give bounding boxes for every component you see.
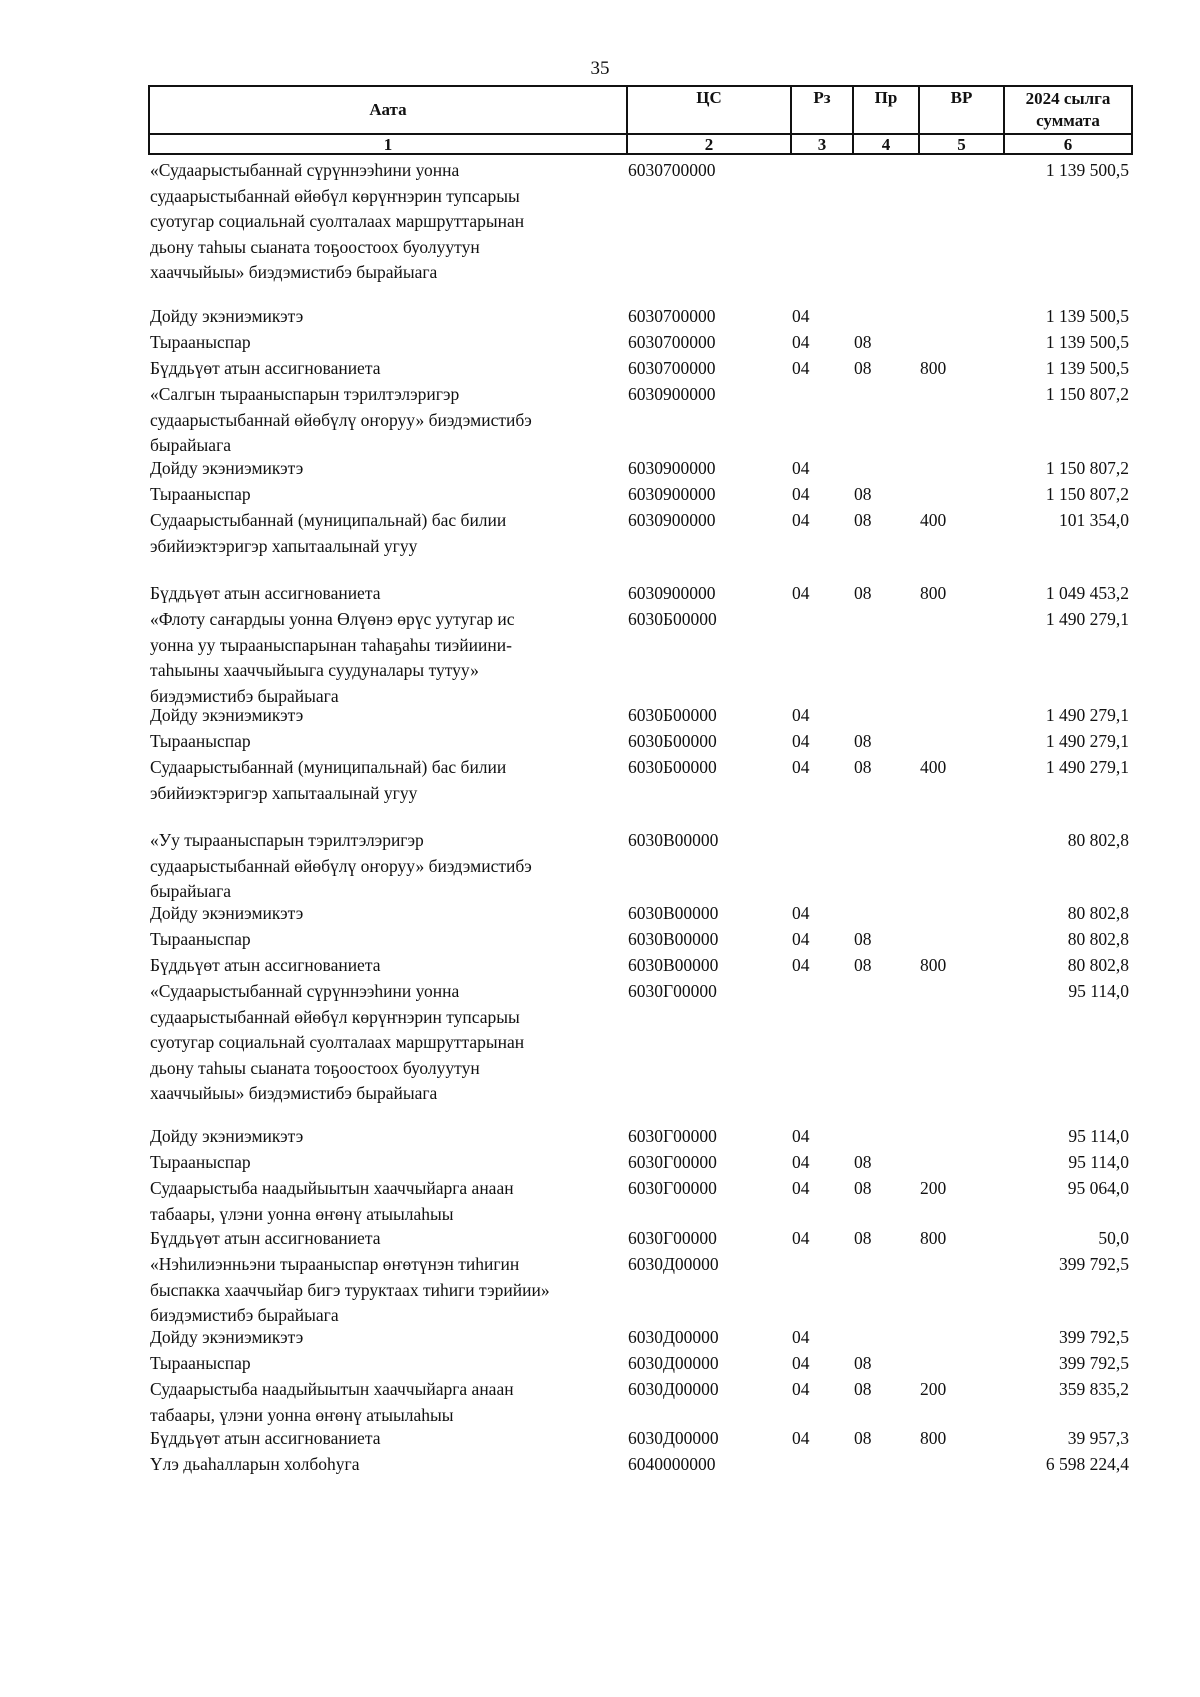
header-num-6: 6	[1004, 134, 1132, 154]
row-name: Тырааныспар	[150, 1353, 251, 1373]
row-pr	[852, 456, 918, 482]
row-cs-code: 6030Г00000	[628, 1152, 717, 1172]
table-row	[148, 456, 1131, 482]
row-cs-code: 6030Д00000	[628, 1353, 719, 1373]
table-row	[148, 508, 1131, 559]
row-pr: 08	[854, 358, 872, 378]
row-pr	[852, 703, 918, 729]
table-row	[148, 1252, 1131, 1329]
row-sum: 1 139 500,5	[1045, 358, 1129, 378]
row-name: «Нэhилиэнньэни тырааныспар өҥөтүнэн тиhигин быспакка хааччыйар бигэ туруктаах тиhиги тэрийии» биэдэмистибэ бырайыага	[150, 1254, 550, 1325]
row-cs-code: 6030Г00000	[628, 1228, 717, 1248]
row-pr: 08	[854, 929, 872, 949]
table-row	[148, 703, 1131, 729]
header-vr: ВР	[919, 86, 1004, 134]
row-vr	[918, 607, 1003, 709]
row-rz: 04	[792, 358, 810, 378]
row-pr	[852, 1325, 918, 1351]
row-rz: 04	[792, 1126, 810, 1146]
row-rz	[790, 158, 852, 286]
row-cs-code: 6030900000	[628, 484, 716, 504]
row-cs-code: 6030700000	[628, 160, 716, 180]
row-vr	[918, 1252, 1003, 1329]
row-pr	[852, 1452, 918, 1478]
row-rz	[790, 1452, 852, 1478]
row-rz: 04	[792, 1228, 810, 1248]
row-vr: 800	[920, 1228, 947, 1248]
row-sum: 95 064,0	[1067, 1178, 1129, 1198]
row-vr	[918, 304, 1003, 330]
table-row	[148, 729, 1131, 755]
row-sum: 1 139 500,5	[1045, 160, 1129, 180]
row-pr	[852, 158, 918, 286]
row-cs-code: 6030Д00000	[628, 1254, 719, 1274]
row-rz	[790, 382, 852, 459]
row-vr: 800	[920, 358, 947, 378]
row-cs-code: 6030В00000	[628, 929, 719, 949]
row-cs-code: 6030Б00000	[628, 731, 717, 751]
header-num-1: 1	[149, 134, 627, 154]
row-name: «Флоту саҥардыы уонна Өлүөнэ өрүс уутугар ис уонна уу тырааныспарынан таhаҕаhы тиэйиини- таhыыны хааччыйыыга суудуналары тутуу» биэдэмистибэ бырайыага	[150, 609, 515, 706]
row-name: «Судаарыстыбаннай сүрүннээhини уонна судаарыстыбаннай өйөбүл көрүҥнэрин тупсарыы суотугар социальнай суолталаах маршруттарынан дьону таhыы сыаната тоҕоостоох буолуутун хааччыйыы» биэдэмистибэ бырайыага	[150, 160, 525, 282]
row-cs-code: 6030Д00000	[628, 1327, 719, 1347]
row-pr: 08	[854, 955, 872, 975]
row-sum: 359 835,2	[1059, 1379, 1129, 1399]
table-row	[148, 1226, 1131, 1252]
row-name: Судаарыстыбаннай (муниципальнай) бас билии эбийиэктэригэр хапытаалынай угуу	[150, 510, 507, 556]
row-vr	[918, 729, 1003, 755]
row-pr	[852, 979, 918, 1107]
row-sum: 80 802,8	[1067, 929, 1129, 949]
row-vr	[918, 1325, 1003, 1351]
row-sum: 80 802,8	[1067, 955, 1129, 975]
row-rz: 04	[792, 757, 810, 777]
row-vr: 800	[920, 583, 947, 603]
budget-table-header	[148, 85, 1133, 155]
row-name: Судаарыстыбаннай (муниципальнай) бас билии эбийиэктэригэр хапытаалынай угуу	[150, 757, 507, 803]
row-rz: 04	[792, 1428, 810, 1448]
row-name: Дойду экэниэмикэтэ	[150, 1126, 304, 1146]
header-pr: Пр	[853, 86, 919, 134]
row-name: Дойду экэниэмикэтэ	[150, 903, 304, 923]
row-cs-code: 6030Г00000	[628, 1126, 717, 1146]
row-vr	[918, 1452, 1003, 1478]
row-name: Тырааныспар	[150, 332, 251, 352]
row-sum: 1 490 279,1	[1045, 731, 1129, 751]
row-rz: 04	[792, 1353, 810, 1373]
row-pr: 08	[854, 1379, 872, 1399]
row-cs-code: 6030В00000	[628, 955, 719, 975]
table-row	[148, 356, 1131, 382]
row-pr	[852, 382, 918, 459]
row-pr: 08	[854, 1428, 872, 1448]
row-sum: 39 957,3	[1067, 1428, 1129, 1448]
header-cs: ЦС	[627, 86, 791, 134]
row-cs-code: 6030700000	[628, 358, 716, 378]
row-rz: 04	[792, 583, 810, 603]
row-name: «Салгын тырааныспарын тэрилтэлэригэр судаарыстыбаннай өйөбүлү оҥоруу» биэдэмистибэ бырайыага	[150, 384, 532, 455]
row-rz: 04	[792, 929, 810, 949]
row-name: Судаарыстыба наадыйыытын хааччыйарга анаан табаары, үлэни уонна өҥөнү атыылаhыы	[150, 1178, 514, 1224]
header-num-4: 4	[853, 134, 919, 154]
row-vr	[918, 979, 1003, 1107]
row-sum: 1 049 453,2	[1045, 583, 1129, 603]
row-vr	[918, 330, 1003, 356]
row-sum: 1 150 807,2	[1045, 384, 1129, 404]
table-row	[148, 901, 1131, 927]
row-name: «Судаарыстыбаннай сүрүннээhини уонна судаарыстыбаннай өйөбүл көрүҥнэрин тупсарыы суотугар социальнай суолталаах маршруттарынан дьону таhыы сыаната тоҕоостоох буолуутун хааччыйыы» биэдэмистибэ бырайыага	[150, 981, 525, 1103]
row-sum: 1 139 500,5	[1045, 332, 1129, 352]
row-name: «Уу тырааныспарын тэрилтэлэригэр судаарыстыбаннай өйөбүлү оҥоруу» биэдэмистибэ бырайыага	[150, 830, 532, 901]
row-pr: 08	[854, 1178, 872, 1198]
table-row	[148, 1452, 1131, 1478]
row-name: Бүддьүөт атын ассигнованиета	[150, 1228, 381, 1248]
row-name: Дойду экэниэмикэтэ	[150, 705, 304, 725]
row-sum: 101 354,0	[1059, 510, 1129, 530]
row-rz: 04	[792, 306, 810, 326]
table-row	[148, 1426, 1131, 1452]
row-sum: 95 114,0	[1068, 1126, 1129, 1146]
row-pr	[852, 828, 918, 905]
row-vr	[918, 456, 1003, 482]
row-rz: 04	[792, 332, 810, 352]
table-row	[148, 482, 1131, 508]
row-rz	[790, 828, 852, 905]
row-vr	[918, 1124, 1003, 1150]
row-vr: 200	[920, 1379, 947, 1399]
row-cs-code: 6030В00000	[628, 830, 719, 850]
row-vr: 200	[920, 1178, 947, 1198]
row-sum: 1 490 279,1	[1045, 705, 1129, 725]
row-sum: 95 114,0	[1068, 981, 1129, 1001]
row-sum: 399 792,5	[1059, 1254, 1129, 1274]
table-row	[148, 1176, 1131, 1227]
row-pr	[852, 901, 918, 927]
row-cs-code: 6030700000	[628, 306, 716, 326]
row-vr	[918, 927, 1003, 953]
table-row	[148, 828, 1131, 905]
row-vr	[918, 382, 1003, 459]
table-row	[148, 158, 1131, 286]
row-sum: 95 114,0	[1068, 1152, 1129, 1172]
row-name: Бүддьүөт атын ассигнованиета	[150, 1428, 381, 1448]
row-rz: 04	[792, 1178, 810, 1198]
table-row	[148, 1150, 1131, 1176]
row-sum: 1 139 500,5	[1045, 306, 1129, 326]
table-row	[148, 304, 1131, 330]
row-vr: 800	[920, 955, 947, 975]
row-cs-code: 6030Г00000	[628, 981, 717, 1001]
row-cs-code: 6030900000	[628, 384, 716, 404]
row-pr	[852, 607, 918, 709]
row-vr: 400	[920, 510, 947, 530]
row-sum: 80 802,8	[1067, 903, 1129, 923]
row-name: Дойду экэниэмикэтэ	[150, 1327, 304, 1347]
row-cs-code: 6030Г00000	[628, 1178, 717, 1198]
row-name: Үлэ дьаhалларын холбоhуга	[150, 1454, 360, 1474]
row-name: Тырааныспар	[150, 731, 251, 751]
row-sum: 50,0	[1098, 1228, 1129, 1248]
row-pr	[852, 1252, 918, 1329]
row-sum: 1 490 279,1	[1045, 609, 1129, 629]
row-sum: 399 792,5	[1059, 1353, 1129, 1373]
table-row	[148, 979, 1131, 1107]
row-pr: 08	[854, 510, 872, 530]
row-sum: 1 150 807,2	[1045, 458, 1129, 478]
header-num-2: 2	[627, 134, 791, 154]
row-name: Тырааныспар	[150, 1152, 251, 1172]
table-row	[148, 755, 1131, 806]
row-cs-code: 6030В00000	[628, 903, 719, 923]
row-vr	[918, 703, 1003, 729]
row-cs-code: 6030Б00000	[628, 757, 717, 777]
row-name: Судаарыстыба наадыйыытын хааччыйарга анаан табаары, үлэни уонна өҥөнү атыылаhыы	[150, 1379, 514, 1425]
row-pr: 08	[854, 332, 872, 352]
row-pr: 08	[854, 757, 872, 777]
row-pr: 08	[854, 1152, 872, 1172]
row-name: Дойду экэниэмикэтэ	[150, 306, 304, 326]
row-rz: 04	[792, 705, 810, 725]
row-sum: 399 792,5	[1059, 1327, 1129, 1347]
row-vr	[918, 901, 1003, 927]
row-pr: 08	[854, 484, 872, 504]
row-vr: 800	[920, 1428, 947, 1448]
row-pr: 08	[854, 583, 872, 603]
row-cs-code: 6040000000	[628, 1454, 716, 1474]
row-cs-code: 6030900000	[628, 583, 716, 603]
row-vr	[918, 1150, 1003, 1176]
table-row	[148, 927, 1131, 953]
row-rz: 04	[792, 1379, 810, 1399]
row-rz: 04	[792, 510, 810, 530]
row-pr: 08	[854, 731, 872, 751]
row-name: Тырааныспар	[150, 484, 251, 504]
table-row	[148, 1325, 1131, 1351]
row-sum: 80 802,8	[1067, 830, 1129, 850]
row-pr	[852, 1124, 918, 1150]
header-rz: Рз	[791, 86, 853, 134]
row-pr: 08	[854, 1353, 872, 1373]
row-rz	[790, 607, 852, 709]
row-name: Бүддьүөт атын ассигнованиета	[150, 358, 381, 378]
table-row	[148, 382, 1131, 459]
row-rz	[790, 1252, 852, 1329]
row-cs-code: 6030900000	[628, 458, 716, 478]
row-pr	[852, 304, 918, 330]
row-rz: 04	[792, 458, 810, 478]
row-sum: 1 490 279,1	[1045, 757, 1129, 777]
table-row	[148, 1351, 1131, 1377]
row-rz	[790, 979, 852, 1107]
header-num-3: 3	[791, 134, 853, 154]
header-num-5: 5	[919, 134, 1004, 154]
row-name: Дойду экэниэмикэтэ	[150, 458, 304, 478]
table-row	[148, 581, 1131, 607]
row-vr	[918, 482, 1003, 508]
row-pr: 08	[854, 1228, 872, 1248]
row-vr: 400	[920, 757, 947, 777]
row-cs-code: 6030900000	[628, 510, 716, 530]
row-cs-code: 6030700000	[628, 332, 716, 352]
row-rz: 04	[792, 731, 810, 751]
row-name: Бүддьүөт атын ассигнованиета	[150, 955, 381, 975]
row-rz: 04	[792, 955, 810, 975]
row-rz: 04	[792, 1152, 810, 1172]
table-row	[148, 607, 1131, 709]
row-vr	[918, 1351, 1003, 1377]
row-vr	[918, 828, 1003, 905]
row-cs-code: 6030Б00000	[628, 609, 717, 629]
table-row	[148, 1124, 1131, 1150]
row-sum: 6 598 224,4	[1045, 1454, 1129, 1474]
row-rz: 04	[792, 484, 810, 504]
row-cs-code: 6030Д00000	[628, 1428, 719, 1448]
row-name: Бүддьүөт атын ассигнованиета	[150, 583, 381, 603]
row-cs-code: 6030Б00000	[628, 705, 717, 725]
header-sum: 2024 сылга суммата	[1004, 86, 1132, 134]
table-row	[148, 953, 1131, 979]
table-row	[148, 1377, 1131, 1428]
page-number: 35	[590, 58, 610, 79]
row-name: Тырааныспар	[150, 929, 251, 949]
row-cs-code: 6030Д00000	[628, 1379, 719, 1399]
row-sum: 1 150 807,2	[1045, 484, 1129, 504]
row-rz: 04	[792, 903, 810, 923]
row-vr	[918, 158, 1003, 286]
row-rz: 04	[792, 1327, 810, 1347]
header-name: Аата	[149, 86, 627, 134]
table-row	[148, 330, 1131, 356]
